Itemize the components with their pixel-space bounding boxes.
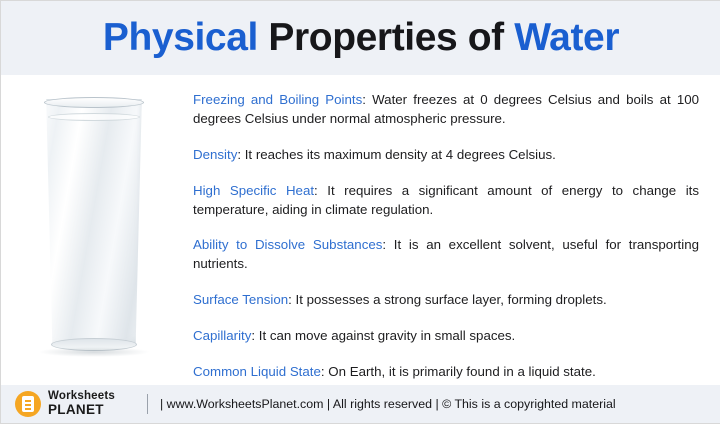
page-title (103, 16, 619, 60)
property-label: Density (193, 146, 238, 162)
property-text: It can move against gravity in small spaces. (258, 328, 516, 343)
list-item (193, 146, 699, 165)
property-label: Freezing and Boiling Points (193, 92, 363, 107)
water-surface-line (48, 113, 140, 121)
property-text: It possesses a strong surface layer, forming droplets. (295, 292, 607, 308)
property-separator: : (320, 363, 329, 379)
property-label: Capillarity (193, 328, 252, 343)
property-text: It reaches its maximum density at 4 degrees Celsius. (244, 146, 556, 162)
page-title-part-1: Physical (102, 16, 269, 59)
footer-credit-text: | www.WorksheetsPlanet.com | All rights reserved | © This is a copyrighted material (160, 397, 616, 411)
brand-name-line-1: Worksheets (48, 390, 115, 403)
property-separator: : (237, 146, 245, 162)
property-label: High Specific Heat (193, 182, 315, 198)
illustration-column (1, 75, 187, 387)
property-label: Common Liquid State (193, 363, 321, 379)
page-title-part-2: Properties of (268, 16, 515, 59)
property-text: It is an excellent solvent, useful for transporting nutrients. (193, 237, 700, 272)
property-separator: : (362, 92, 373, 107)
list-item (193, 363, 699, 382)
property-separator: : (251, 328, 259, 343)
property-separator: : (288, 292, 296, 308)
properties-list (187, 75, 720, 387)
list-item (193, 291, 699, 310)
glass-body (42, 99, 146, 347)
title-bar (1, 1, 720, 75)
property-text: Water freezes at 0 degrees Celsius and boils at 100 degrees Celsius under normal atmospheric pressure. (193, 92, 700, 126)
property-separator: : (314, 182, 328, 198)
glass-shadow (38, 347, 150, 357)
property-label: Ability to Dissolve Substances (193, 237, 383, 253)
brand-name-line-2: PLANET (48, 401, 104, 417)
list-item (193, 327, 699, 346)
brand-logo-group (15, 391, 137, 417)
brand-name (48, 391, 115, 416)
content-area (1, 75, 720, 387)
list-item (193, 91, 699, 129)
property-text: It requires a significant amount of energy to change its temperature, aiding in climate regulation. (193, 182, 700, 217)
property-separator: : (382, 237, 394, 253)
footer-bar (1, 385, 720, 423)
property-label: Surface Tension (193, 292, 289, 308)
worksheets-planet-logo-icon (15, 391, 41, 417)
footer-divider (147, 394, 148, 414)
list-item (193, 182, 699, 220)
list-item (193, 236, 699, 274)
property-text: On Earth, it is primarily found in a liquid state. (328, 363, 596, 379)
glass-of-water-image (34, 89, 154, 357)
page-title-part-3: Water (514, 16, 620, 59)
glass-rim (44, 97, 144, 108)
